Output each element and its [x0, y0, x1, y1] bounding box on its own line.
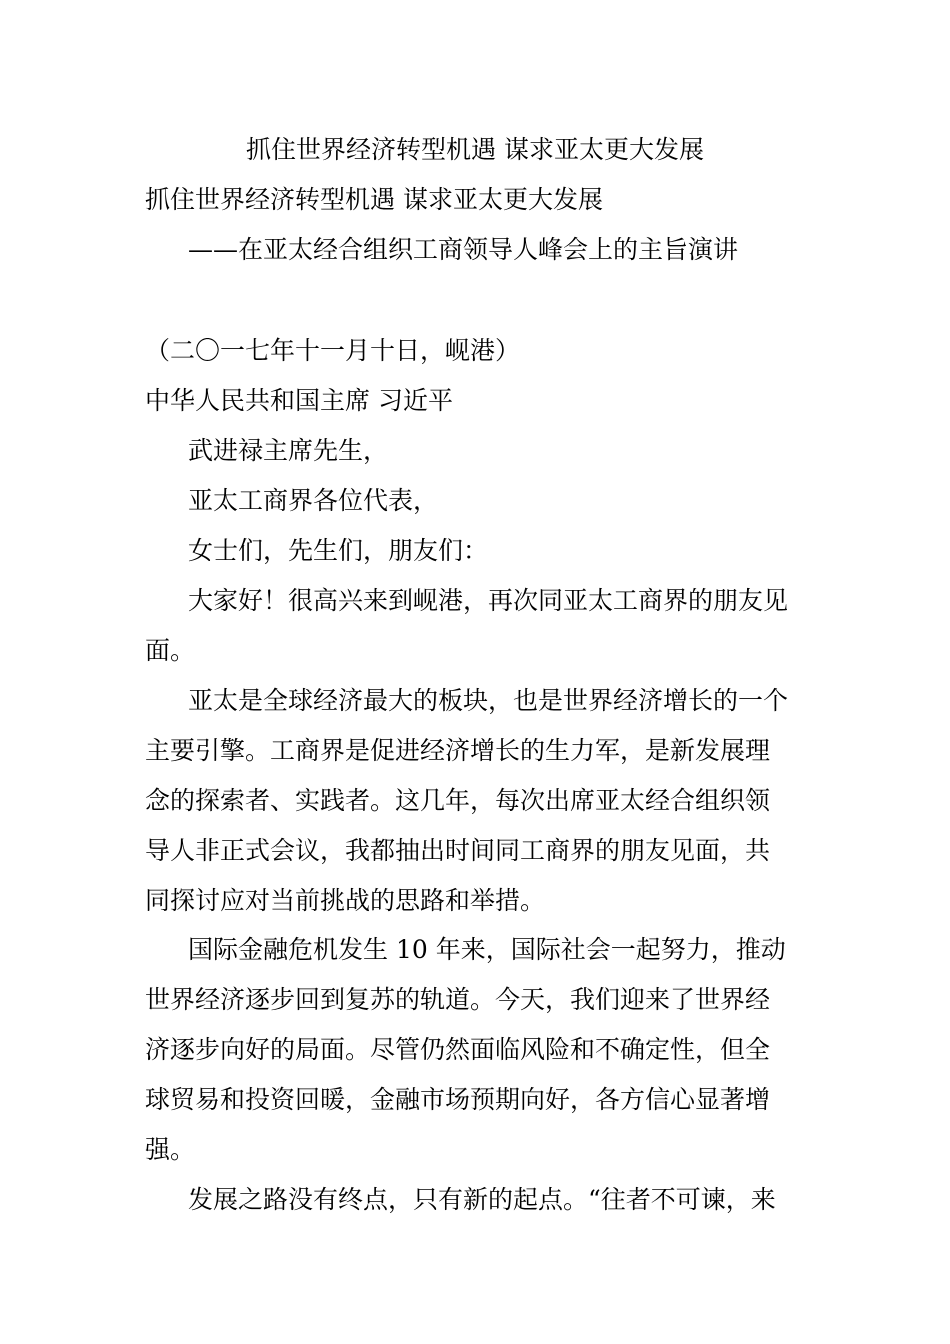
document-subtitle: ——在亚太经合组织工商领导人峰会上的主旨演讲 [188, 235, 739, 264]
paragraph-4-line-1: 发展之路没有终点，只有新的起点。“往者不可谏，来 [188, 1185, 776, 1214]
document-heading-left: 抓住世界经济转型机遇 谋求亚太更大发展 [145, 185, 603, 214]
paragraph-3-line-1: 国际金融危机发生 10 年来，国际社会一起努力，推动 [188, 935, 786, 964]
paragraph-3-line-2: 世界经济逐步回到复苏的轨道。今天，我们迎来了世界经 [145, 985, 771, 1014]
salutation-2: 亚太工商界各位代表， [188, 486, 439, 515]
paragraph-2-line-5: 同探讨应对当前挑战的思路和举措。 [145, 886, 546, 915]
paragraph-2-line-4: 导人非正式会议，我都抽出时间同工商界的朋友见面，共 [145, 836, 771, 865]
paragraph-2-line-1: 亚太是全球经济最大的板块，也是世界经济增长的一个 [188, 686, 789, 715]
date-place-line: （二〇一七年十一月十日，岘港） [145, 336, 521, 365]
paragraph-3-line-3: 济逐步向好的局面。尽管仍然面临风险和不确定性，但全 [145, 1035, 771, 1064]
document-heading-centered: 抓住世界经济转型机遇 谋求亚太更大发展 [246, 135, 704, 164]
salutation-1: 武进禄主席先生， [188, 436, 389, 465]
paragraph-1-line-2: 面。 [145, 636, 196, 665]
paragraph-3-line-4: 球贸易和投资回暖，金融市场预期向好，各方信心显著增 [145, 1085, 771, 1114]
paragraph-1-line-1: 大家好！很高兴来到岘港，再次同亚太工商界的朋友见 [188, 586, 789, 615]
paragraph-2-line-2: 主要引擎。工商界是促进经济增长的生力军，是新发展理 [145, 736, 771, 765]
paragraph-2-line-3: 念的探索者、实践者。这几年，每次出席亚太经合组织领 [145, 786, 771, 815]
speaker-line: 中华人民共和国主席 习近平 [145, 386, 453, 415]
paragraph-3-line-5: 强。 [145, 1135, 196, 1164]
salutation-3: 女士们，先生们，朋友们： [188, 536, 489, 565]
